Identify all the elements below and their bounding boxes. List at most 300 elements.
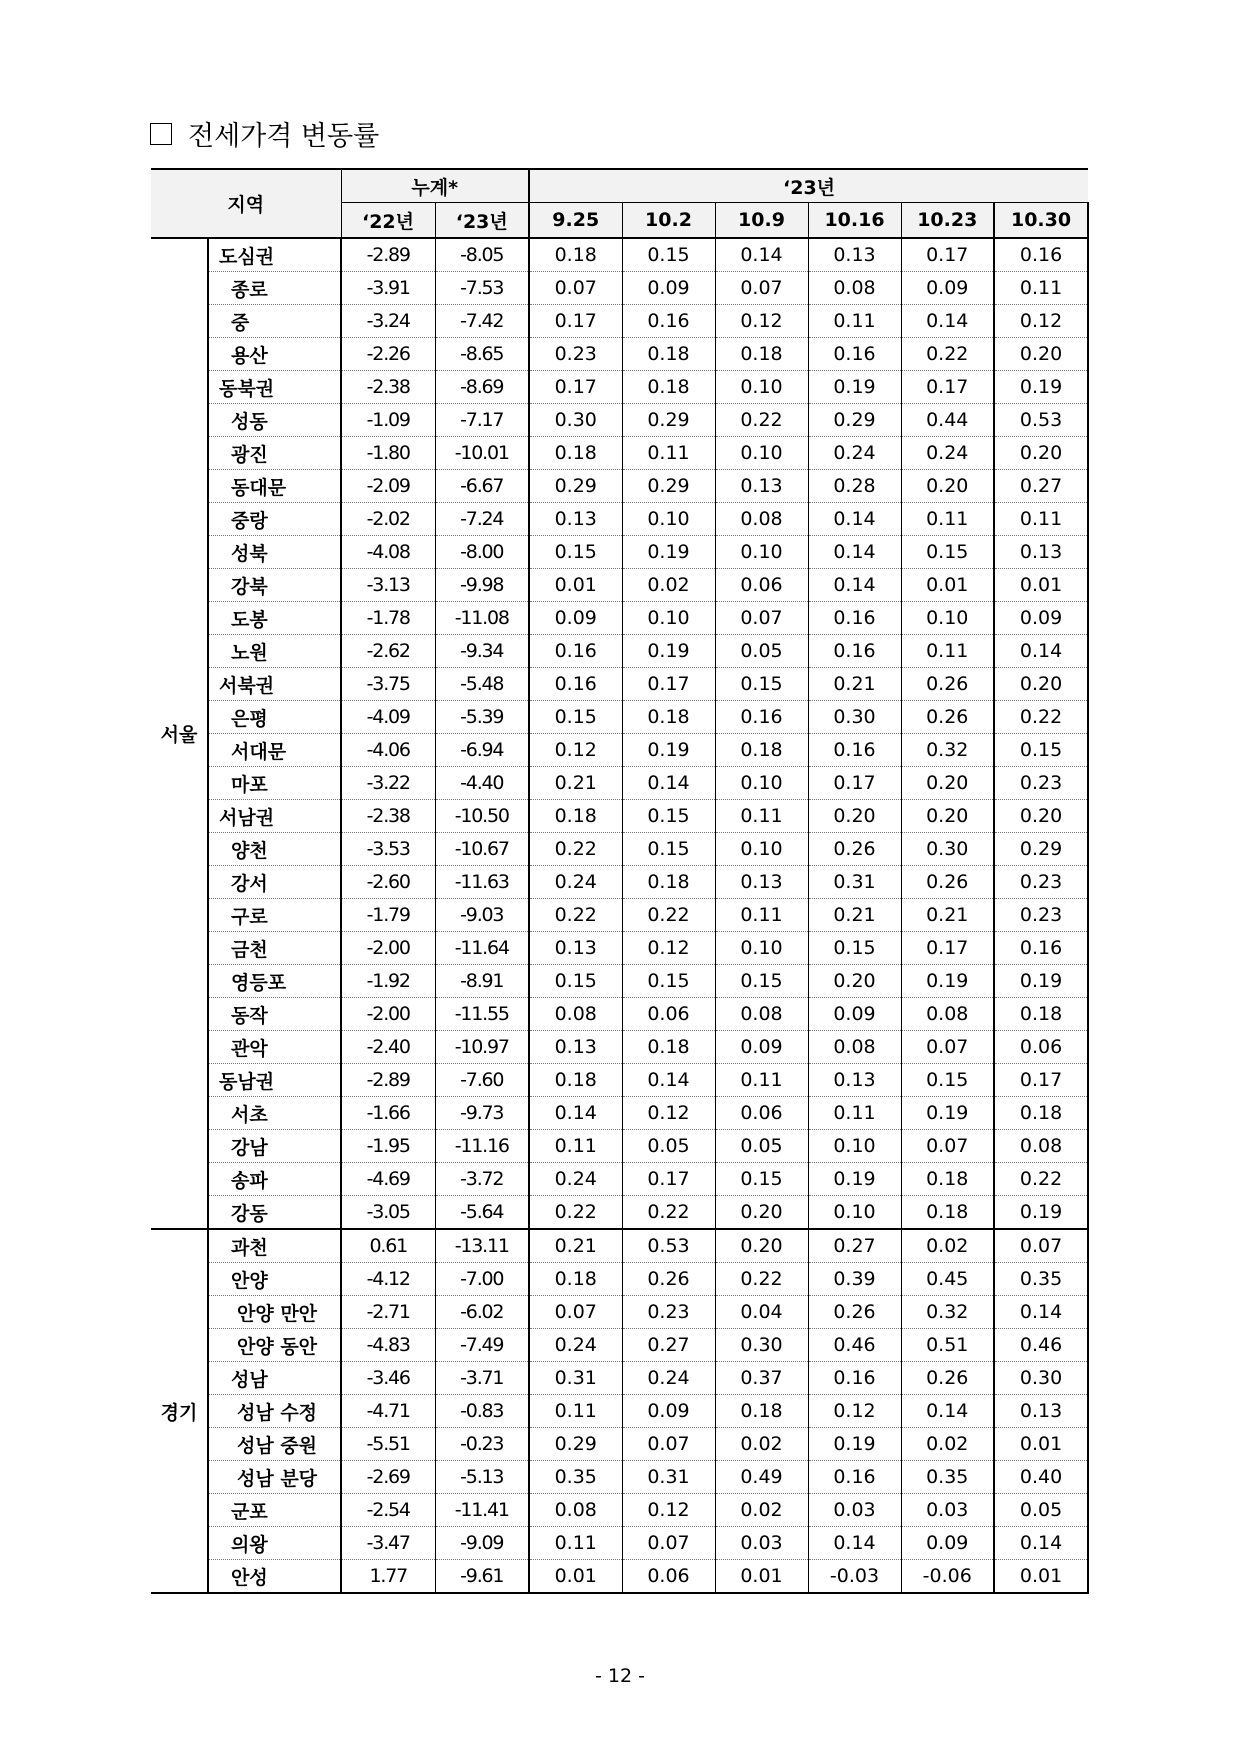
region-name: 중 <box>208 305 341 338</box>
weekly-value: 0.11 <box>808 305 901 338</box>
cumulative-value: -11.08 <box>435 602 529 635</box>
checkbox-square-icon <box>150 123 172 145</box>
weekly-value: 0.45 <box>901 1263 994 1296</box>
weekly-value: 0.28 <box>808 470 901 503</box>
weekly-value: 0.22 <box>715 1263 808 1296</box>
weekly-value: 0.11 <box>529 1130 622 1163</box>
cumulative-value: -13.11 <box>435 1229 529 1263</box>
weekly-value: 0.11 <box>529 1395 622 1428</box>
header-week-col: 9.25 <box>529 203 622 239</box>
cumulative-value: -3.53 <box>341 833 435 866</box>
weekly-value: 0.10 <box>715 767 808 800</box>
weekly-value: 0.16 <box>808 635 901 668</box>
weekly-value: 0.12 <box>622 932 715 965</box>
weekly-value: 0.03 <box>808 1494 901 1527</box>
cumulative-value: -8.05 <box>435 238 529 272</box>
weekly-value: 0.16 <box>622 305 715 338</box>
cumulative-value: -2.71 <box>341 1296 435 1329</box>
weekly-value: 0.29 <box>622 470 715 503</box>
table-row <box>151 238 1088 272</box>
header-cumulative: 누계* <box>341 169 529 203</box>
weekly-value: 0.13 <box>529 1031 622 1064</box>
weekly-value: 0.05 <box>622 1130 715 1163</box>
region-name: 성남 분당 <box>208 1461 341 1494</box>
cumulative-value: -2.38 <box>341 800 435 833</box>
cumulative-value: -2.09 <box>341 470 435 503</box>
header-week-col: 10.9 <box>715 203 808 239</box>
weekly-value: 0.13 <box>715 866 808 899</box>
cumulative-value: -2.60 <box>341 866 435 899</box>
weekly-value: 0.05 <box>994 1494 1088 1527</box>
cumulative-value: -3.47 <box>341 1527 435 1560</box>
weekly-value: 0.15 <box>622 238 715 272</box>
cumulative-value: -4.83 <box>341 1329 435 1362</box>
table-row <box>151 602 1088 635</box>
weekly-value: 0.19 <box>994 965 1088 998</box>
weekly-value: 0.01 <box>994 1560 1088 1594</box>
weekly-value: 0.18 <box>715 734 808 767</box>
weekly-value: 0.02 <box>622 569 715 602</box>
weekly-value: 0.29 <box>808 404 901 437</box>
weekly-value: -0.06 <box>901 1560 994 1594</box>
header-week-col: 10.2 <box>622 203 715 239</box>
region-name: 안양 동안 <box>208 1329 341 1362</box>
weekly-value: 0.15 <box>622 833 715 866</box>
region-name: 동북권 <box>208 371 341 404</box>
region-name: 동대문 <box>208 470 341 503</box>
table-row <box>151 1560 1088 1594</box>
table-row <box>151 965 1088 998</box>
weekly-value: 0.15 <box>529 701 622 734</box>
weekly-value: 0.22 <box>622 1196 715 1230</box>
weekly-value: 0.10 <box>715 932 808 965</box>
weekly-value: 0.17 <box>808 767 901 800</box>
weekly-value: 0.11 <box>529 1527 622 1560</box>
cumulative-value: -11.55 <box>435 998 529 1031</box>
weekly-value: 0.20 <box>901 800 994 833</box>
weekly-value: 0.22 <box>901 338 994 371</box>
weekly-value: 0.11 <box>994 272 1088 305</box>
cumulative-value: -0.23 <box>435 1428 529 1461</box>
table-row <box>151 1196 1088 1230</box>
cumulative-value: -1.95 <box>341 1130 435 1163</box>
cumulative-value: -3.75 <box>341 668 435 701</box>
weekly-value: 0.53 <box>622 1229 715 1263</box>
weekly-value: 0.11 <box>715 899 808 932</box>
weekly-value: 0.26 <box>901 1362 994 1395</box>
cumulative-value: -5.51 <box>341 1428 435 1461</box>
table-row <box>151 899 1088 932</box>
header-cum-col: ‘23년 <box>435 203 529 239</box>
weekly-value: 0.18 <box>622 1031 715 1064</box>
jeonse-price-table <box>151 168 1089 1594</box>
weekly-value: 0.24 <box>901 437 994 470</box>
weekly-value: 0.01 <box>715 1560 808 1594</box>
cumulative-value: -10.01 <box>435 437 529 470</box>
weekly-value: 0.24 <box>529 866 622 899</box>
cumulative-value: -2.54 <box>341 1494 435 1527</box>
table-row <box>151 569 1088 602</box>
page-number: - 12 - <box>595 1665 645 1687</box>
cumulative-value: -11.41 <box>435 1494 529 1527</box>
weekly-value: 0.32 <box>901 1296 994 1329</box>
weekly-value: 0.18 <box>622 866 715 899</box>
weekly-value: 0.08 <box>994 1130 1088 1163</box>
weekly-value: 0.44 <box>901 404 994 437</box>
cumulative-value: -2.89 <box>341 238 435 272</box>
weekly-value: 0.18 <box>622 701 715 734</box>
weekly-value: 0.07 <box>994 1229 1088 1263</box>
weekly-value: 0.12 <box>622 1097 715 1130</box>
header-week-col: 10.23 <box>901 203 994 239</box>
weekly-value: 0.26 <box>901 668 994 701</box>
weekly-value: 0.18 <box>622 371 715 404</box>
weekly-value: 0.12 <box>808 1395 901 1428</box>
weekly-value: 0.05 <box>715 635 808 668</box>
region-group-label: 경기 <box>151 1229 208 1593</box>
weekly-value: 0.30 <box>808 701 901 734</box>
table-row <box>151 701 1088 734</box>
region-name: 중랑 <box>208 503 341 536</box>
weekly-value: 0.14 <box>808 503 901 536</box>
region-name: 영등포 <box>208 965 341 998</box>
weekly-value: 0.15 <box>715 668 808 701</box>
cumulative-value: -1.66 <box>341 1097 435 1130</box>
table-row <box>151 1428 1088 1461</box>
weekly-value: 0.53 <box>994 404 1088 437</box>
cumulative-value: -2.89 <box>341 1064 435 1097</box>
table-row <box>151 998 1088 1031</box>
weekly-value: 0.15 <box>901 1064 994 1097</box>
table-row <box>151 734 1088 767</box>
region-name: 군포 <box>208 1494 341 1527</box>
weekly-value: 0.18 <box>715 338 808 371</box>
weekly-value: 0.10 <box>622 503 715 536</box>
region-name: 강남 <box>208 1130 341 1163</box>
weekly-value: 0.21 <box>808 899 901 932</box>
weekly-value: 0.15 <box>715 1163 808 1196</box>
cumulative-value: -9.61 <box>435 1560 529 1594</box>
region-group-label: 서울 <box>151 238 208 1229</box>
table-row <box>151 536 1088 569</box>
weekly-value: 0.22 <box>994 701 1088 734</box>
table-row <box>151 503 1088 536</box>
weekly-value: 0.23 <box>994 767 1088 800</box>
weekly-value: 0.07 <box>715 602 808 635</box>
header-year-group: ‘23년 <box>529 169 1088 203</box>
cumulative-value: -3.71 <box>435 1362 529 1395</box>
table-row <box>151 470 1088 503</box>
table-row <box>151 1229 1088 1263</box>
table-row <box>151 1263 1088 1296</box>
weekly-value: 0.13 <box>715 470 808 503</box>
weekly-value: 0.11 <box>808 1097 901 1130</box>
cumulative-value: -7.00 <box>435 1263 529 1296</box>
weekly-value: 0.19 <box>994 371 1088 404</box>
cumulative-value: -0.83 <box>435 1395 529 1428</box>
weekly-value: 0.15 <box>715 965 808 998</box>
weekly-value: 0.14 <box>622 767 715 800</box>
weekly-value: 0.15 <box>622 965 715 998</box>
weekly-value: 0.18 <box>622 338 715 371</box>
weekly-value: 0.35 <box>901 1461 994 1494</box>
weekly-value: 0.37 <box>715 1362 808 1395</box>
weekly-value: 0.14 <box>715 238 808 272</box>
cumulative-value: -11.64 <box>435 932 529 965</box>
table-row <box>151 932 1088 965</box>
region-name: 과천 <box>208 1229 341 1263</box>
weekly-value: 0.09 <box>529 602 622 635</box>
table-row <box>151 1461 1088 1494</box>
weekly-value: 0.18 <box>901 1196 994 1230</box>
cumulative-value: -1.79 <box>341 899 435 932</box>
cumulative-value: -9.98 <box>435 569 529 602</box>
weekly-value: 0.27 <box>808 1229 901 1263</box>
weekly-value: 0.14 <box>529 1097 622 1130</box>
cumulative-value: -7.60 <box>435 1064 529 1097</box>
weekly-value: 0.17 <box>622 668 715 701</box>
table-row <box>151 1130 1088 1163</box>
region-name: 서북권 <box>208 668 341 701</box>
cumulative-value: -4.71 <box>341 1395 435 1428</box>
region-name: 안성 <box>208 1560 341 1594</box>
region-name: 은평 <box>208 701 341 734</box>
weekly-value: 0.11 <box>622 437 715 470</box>
weekly-value: 0.08 <box>901 998 994 1031</box>
weekly-value: 0.20 <box>901 767 994 800</box>
weekly-value: 0.14 <box>901 305 994 338</box>
weekly-value: 0.16 <box>808 338 901 371</box>
table-row <box>151 1097 1088 1130</box>
weekly-value: 0.19 <box>622 536 715 569</box>
weekly-value: 0.14 <box>808 1527 901 1560</box>
weekly-value: 0.12 <box>994 305 1088 338</box>
weekly-value: 0.07 <box>901 1130 994 1163</box>
region-name: 서대문 <box>208 734 341 767</box>
weekly-value: 0.16 <box>808 734 901 767</box>
region-name: 용산 <box>208 338 341 371</box>
table-row <box>151 338 1088 371</box>
cumulative-value: -2.62 <box>341 635 435 668</box>
weekly-value: 0.15 <box>901 536 994 569</box>
cumulative-value: -4.06 <box>341 734 435 767</box>
region-name: 송파 <box>208 1163 341 1196</box>
weekly-value: 0.20 <box>715 1229 808 1263</box>
weekly-value: 0.03 <box>901 1494 994 1527</box>
weekly-value: 0.19 <box>808 1163 901 1196</box>
table-row <box>151 800 1088 833</box>
cumulative-value: -10.97 <box>435 1031 529 1064</box>
cumulative-value: -10.67 <box>435 833 529 866</box>
weekly-value: 0.02 <box>901 1428 994 1461</box>
region-name: 종로 <box>208 272 341 305</box>
weekly-value: 0.10 <box>715 536 808 569</box>
table-row <box>151 833 1088 866</box>
weekly-value: 0.11 <box>994 503 1088 536</box>
weekly-value: 0.17 <box>901 238 994 272</box>
weekly-value: 0.26 <box>622 1263 715 1296</box>
weekly-value: 0.31 <box>529 1362 622 1395</box>
table-row <box>151 866 1088 899</box>
weekly-value: 0.08 <box>529 1494 622 1527</box>
weekly-value: 0.13 <box>529 932 622 965</box>
weekly-value: 0.07 <box>622 1527 715 1560</box>
weekly-value: 0.21 <box>529 767 622 800</box>
weekly-value: 0.01 <box>994 569 1088 602</box>
weekly-value: 0.11 <box>715 1064 808 1097</box>
weekly-value: 0.26 <box>808 1296 901 1329</box>
weekly-value: 0.27 <box>994 470 1088 503</box>
weekly-value: 0.15 <box>622 800 715 833</box>
table-row <box>151 1163 1088 1196</box>
cumulative-value: -3.05 <box>341 1196 435 1230</box>
weekly-value: 0.26 <box>901 701 994 734</box>
table-row <box>151 1329 1088 1362</box>
weekly-value: 0.30 <box>529 404 622 437</box>
weekly-value: 0.08 <box>715 503 808 536</box>
weekly-value: 0.22 <box>994 1163 1088 1196</box>
weekly-value: 0.18 <box>529 800 622 833</box>
cumulative-value: -1.80 <box>341 437 435 470</box>
weekly-value: -0.03 <box>808 1560 901 1594</box>
table-row <box>151 272 1088 305</box>
cumulative-value: -11.16 <box>435 1130 529 1163</box>
region-name: 광진 <box>208 437 341 470</box>
region-name: 성동 <box>208 404 341 437</box>
weekly-value: 0.10 <box>715 371 808 404</box>
weekly-value: 0.02 <box>715 1428 808 1461</box>
table-row <box>151 1395 1088 1428</box>
weekly-value: 0.26 <box>901 866 994 899</box>
region-name: 동남권 <box>208 1064 341 1097</box>
table-row <box>151 1031 1088 1064</box>
weekly-value: 0.18 <box>715 1395 808 1428</box>
weekly-value: 0.26 <box>808 833 901 866</box>
region-name: 성남 중원 <box>208 1428 341 1461</box>
cumulative-value: -6.94 <box>435 734 529 767</box>
cumulative-value: -11.63 <box>435 866 529 899</box>
cumulative-value: -5.48 <box>435 668 529 701</box>
weekly-value: 0.09 <box>901 1527 994 1560</box>
cumulative-value: -7.42 <box>435 305 529 338</box>
header-region: 지역 <box>151 169 341 238</box>
region-name: 구로 <box>208 899 341 932</box>
weekly-value: 0.07 <box>529 1296 622 1329</box>
weekly-value: 0.08 <box>808 272 901 305</box>
weekly-value: 0.32 <box>901 734 994 767</box>
weekly-value: 0.06 <box>622 998 715 1031</box>
cumulative-value: -1.78 <box>341 602 435 635</box>
weekly-value: 0.24 <box>808 437 901 470</box>
weekly-value: 0.16 <box>529 635 622 668</box>
weekly-value: 0.12 <box>622 1494 715 1527</box>
weekly-value: 0.11 <box>901 635 994 668</box>
table-row <box>151 437 1088 470</box>
region-name: 성남 <box>208 1362 341 1395</box>
weekly-value: 0.19 <box>622 635 715 668</box>
weekly-value: 0.09 <box>994 602 1088 635</box>
region-name: 동작 <box>208 998 341 1031</box>
weekly-value: 0.22 <box>529 833 622 866</box>
weekly-value: 0.07 <box>715 272 808 305</box>
weekly-value: 0.46 <box>808 1329 901 1362</box>
weekly-value: 0.14 <box>808 569 901 602</box>
weekly-value: 0.18 <box>529 1064 622 1097</box>
cumulative-value: -2.38 <box>341 371 435 404</box>
cumulative-value: -9.03 <box>435 899 529 932</box>
cumulative-value: -2.02 <box>341 503 435 536</box>
table-row <box>151 1064 1088 1097</box>
cumulative-value: -3.24 <box>341 305 435 338</box>
region-name: 성남 수정 <box>208 1395 341 1428</box>
cumulative-value: -2.69 <box>341 1461 435 1494</box>
weekly-value: 0.39 <box>808 1263 901 1296</box>
weekly-value: 0.11 <box>901 503 994 536</box>
weekly-value: 0.29 <box>529 470 622 503</box>
cumulative-value: -7.17 <box>435 404 529 437</box>
weekly-value: 0.20 <box>808 965 901 998</box>
region-name: 관악 <box>208 1031 341 1064</box>
weekly-value: 0.23 <box>994 899 1088 932</box>
weekly-value: 0.06 <box>994 1031 1088 1064</box>
cumulative-value: -8.69 <box>435 371 529 404</box>
weekly-value: 0.16 <box>808 602 901 635</box>
weekly-value: 0.13 <box>994 1395 1088 1428</box>
cumulative-value: -2.00 <box>341 932 435 965</box>
cumulative-value: -6.67 <box>435 470 529 503</box>
weekly-value: 0.17 <box>622 1163 715 1196</box>
weekly-value: 0.01 <box>901 569 994 602</box>
weekly-value: 0.14 <box>994 635 1088 668</box>
weekly-value: 0.10 <box>622 602 715 635</box>
weekly-value: 0.49 <box>715 1461 808 1494</box>
region-name: 의왕 <box>208 1527 341 1560</box>
weekly-value: 0.09 <box>808 998 901 1031</box>
weekly-value: 0.20 <box>808 800 901 833</box>
weekly-value: 0.08 <box>529 998 622 1031</box>
weekly-value: 0.17 <box>529 305 622 338</box>
weekly-value: 0.20 <box>994 437 1088 470</box>
cumulative-value: -7.49 <box>435 1329 529 1362</box>
weekly-value: 0.20 <box>994 800 1088 833</box>
table-body <box>151 238 1088 1593</box>
weekly-value: 0.35 <box>994 1263 1088 1296</box>
region-name: 도봉 <box>208 602 341 635</box>
weekly-value: 0.24 <box>529 1329 622 1362</box>
weekly-value: 0.20 <box>901 470 994 503</box>
weekly-value: 0.07 <box>529 272 622 305</box>
section-title <box>150 114 379 153</box>
weekly-value: 0.06 <box>715 1097 808 1130</box>
weekly-value: 0.22 <box>529 899 622 932</box>
region-name: 도심권 <box>208 238 341 272</box>
table-row <box>151 1296 1088 1329</box>
cumulative-value: -8.65 <box>435 338 529 371</box>
weekly-value: 0.13 <box>808 238 901 272</box>
weekly-value: 0.30 <box>901 833 994 866</box>
cumulative-value: -6.02 <box>435 1296 529 1329</box>
table-row <box>151 305 1088 338</box>
cumulative-value: -8.91 <box>435 965 529 998</box>
weekly-value: 0.19 <box>622 734 715 767</box>
cumulative-value: -2.40 <box>341 1031 435 1064</box>
weekly-value: 0.17 <box>901 371 994 404</box>
cumulative-value: -9.73 <box>435 1097 529 1130</box>
weekly-value: 0.13 <box>808 1064 901 1097</box>
weekly-value: 0.08 <box>715 998 808 1031</box>
cumulative-value: -7.24 <box>435 503 529 536</box>
cumulative-value: 0.61 <box>341 1229 435 1263</box>
